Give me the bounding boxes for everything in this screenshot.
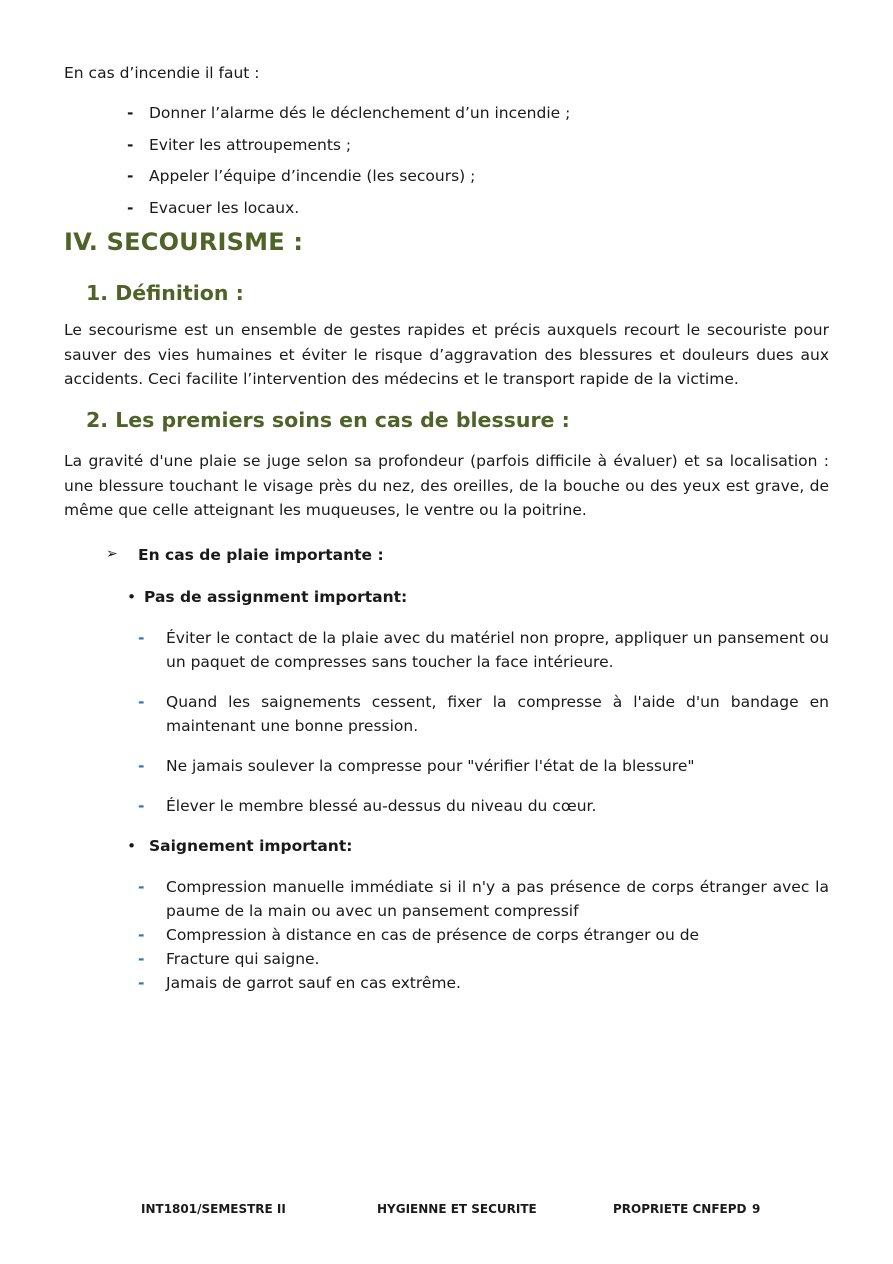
group1-heading — [127, 588, 407, 606]
list-item-text: Evacuer les locaux. — [149, 198, 300, 217]
dash-bullet: - — [127, 104, 134, 122]
list-item — [138, 923, 829, 947]
arrow-bullet-icon: ➢ — [106, 546, 118, 562]
fire-steps-list — [127, 103, 570, 229]
group2-heading — [127, 837, 352, 855]
dash-bullet: - — [138, 950, 145, 968]
dash-bullet: - — [138, 757, 145, 775]
dash-bullet: - — [138, 974, 145, 992]
list-item — [138, 947, 829, 971]
list-item — [138, 794, 829, 818]
list-item — [138, 690, 829, 738]
dash-bullet: - — [138, 797, 145, 815]
list-item-text: Donner l’alarme dés le déclenchement d’un incendie ; — [149, 104, 571, 122]
list-item-text: Quand les saignements cessent, fixer la compresse à l'aide d'un bandage en maintenant une bonne pression. — [166, 693, 829, 735]
first-aid-paragraph: La gravité d'une plaie se juge selon sa profondeur (parfois difficile à évaluer) et sa localisation : une blessure touchant le visage près du nez, des oreilles, de la bouche ou des yeux est grave, de même que celle atteignant les muqueuses, le ventre ou la poitrine. — [64, 452, 829, 519]
list-item — [138, 754, 829, 778]
definition-paragraph: Le secourisme est un ensemble de gestes rapides et précis auxquels recourt le secouriste pour sauver des vies humaines et éviter le risque d’aggravation des blessures et douleurs dues aux accidents. Ceci facilite l’intervention des médecins et le transport rapide de la victime. — [64, 321, 829, 388]
group1-list — [138, 626, 829, 818]
list-item — [138, 875, 829, 923]
subsection-title-first-aid: 2. Les premiers soins en cas de blessure : — [86, 408, 570, 432]
intro-text: En cas d’incendie il faut : — [64, 64, 260, 82]
list-item-text: Compression manuelle immédiate si il n'y a pas présence de corps étranger avec la paume de la main ou avec un pansement compressif — [166, 878, 829, 920]
list-item — [127, 166, 570, 198]
dash-bullet: - — [127, 135, 134, 154]
list-item — [138, 971, 829, 995]
group2-list — [138, 875, 829, 995]
dash-bullet: - — [127, 198, 134, 217]
list-item — [127, 135, 570, 167]
section-title: IV. SECOURISME : — [64, 228, 304, 256]
case-heading-text: En cas de plaie importante : — [138, 546, 384, 564]
footer-owner: PROPRIETE CNFEPD — [613, 1202, 747, 1216]
dash-bullet: - — [127, 167, 134, 185]
list-item-text: Appeler l’équipe d’incendie (les secours) ; — [149, 167, 476, 185]
list-item-text: Eviter les attroupements ; — [149, 135, 352, 154]
footer-title: HYGIENNE ET SECURITE — [377, 1202, 537, 1216]
list-item-text: Éviter le contact de la plaie avec du matériel non propre, appliquer un pansement ou un paquet de compresses sans toucher la face intérieure. — [166, 629, 829, 671]
list-item-text: Élever le membre blessé au-dessus du niveau du cœur. — [166, 797, 597, 815]
case-heading — [106, 546, 384, 564]
list-item-text: Ne jamais soulever la compresse pour "vérifier l'état de la blessure" — [166, 757, 695, 775]
bullet-icon: • — [127, 588, 137, 606]
list-item — [127, 198, 570, 230]
dash-bullet: - — [138, 926, 145, 944]
list-item-text: Jamais de garrot sauf en cas extrême. — [166, 974, 461, 992]
dash-bullet: - — [138, 878, 145, 896]
list-item — [127, 103, 570, 135]
subsection-title-definition: 1. Définition : — [86, 281, 244, 305]
bullet-icon: • — [127, 837, 137, 855]
footer-page-number: 9 — [752, 1202, 761, 1216]
footer-course-code: INT1801/SEMESTRE II — [141, 1202, 286, 1216]
dash-bullet: - — [138, 693, 145, 711]
list-item — [138, 626, 829, 674]
group2-heading-text: Saignement important: — [149, 837, 353, 855]
dash-bullet: - — [138, 629, 145, 647]
list-item-text: Compression à distance en cas de présence de corps étranger ou de — [166, 926, 700, 944]
list-item-text: Fracture qui saigne. — [166, 950, 320, 968]
group1-heading-text: Pas de assignment important: — [144, 588, 408, 606]
